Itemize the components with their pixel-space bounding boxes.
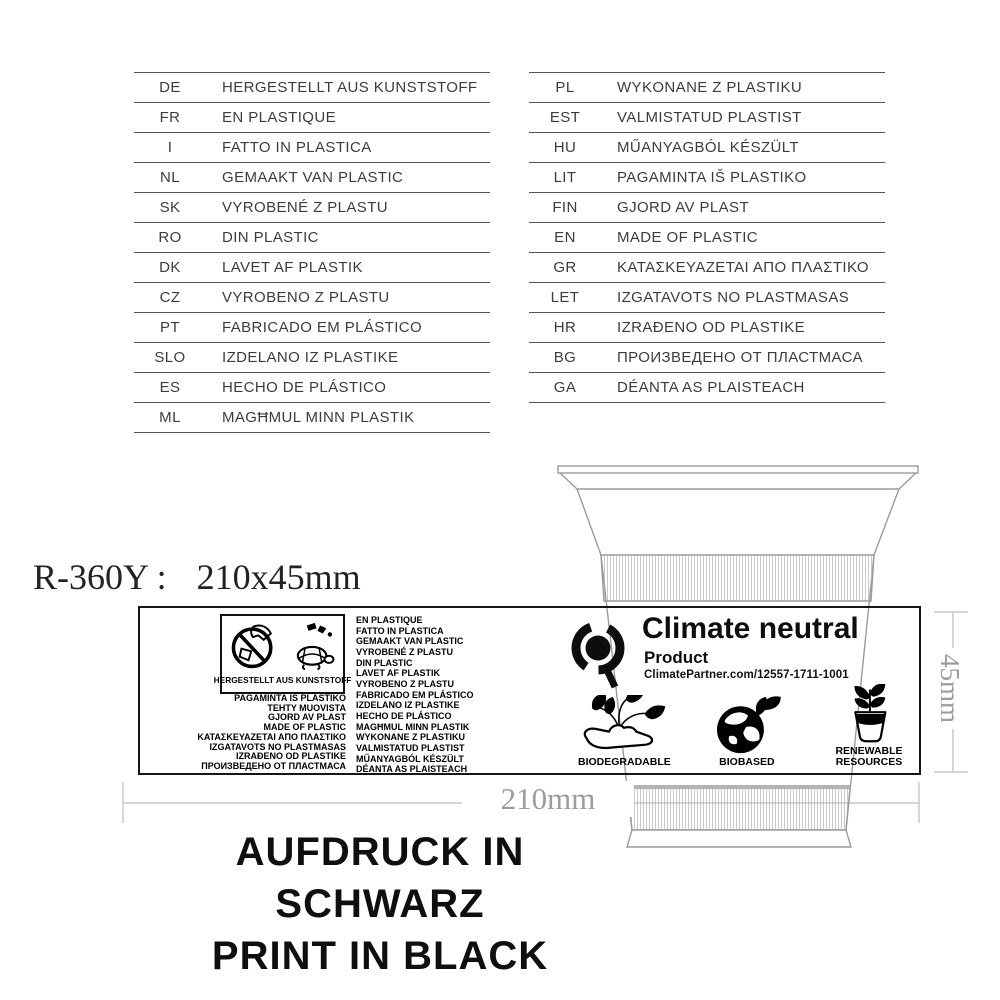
language-translation: VYROBENÉ Z PLASTU	[222, 199, 389, 216]
label-language-line: MAGĦMUL MINN PLASTIK	[356, 721, 470, 732]
language-translation: HERGESTELLT AUS KUNSTSTOFF	[222, 79, 478, 96]
label-language-line: FABRICADO EM PLÁSTICO	[356, 689, 474, 700]
language-translation: FABRICADO EM PLÁSTICO	[222, 319, 423, 336]
label-language-line: VALMISTATUD PLASTIST	[356, 742, 465, 753]
language-translation: MAGĦMUL MINN PLASTIK	[222, 409, 415, 426]
label-language-line: LAVET AF PLASTIK	[356, 668, 440, 679]
label-language-line: FATTO IN PLASTICA	[356, 625, 444, 636]
climate-neutral-subtitle: Product	[644, 648, 709, 667]
language-code: HR	[553, 319, 577, 336]
language-translation: IZRAĐENO OD PLASTIKE	[617, 319, 806, 336]
no-littering-icon-box	[213, 614, 352, 694]
language-translation: IZGATAVOTS NO PLASTMASAS	[617, 289, 850, 306]
biobased-label: BIOBASED	[719, 756, 775, 768]
label-language-line: HECHO DE PLÁSTICO	[356, 710, 452, 721]
language-code: ES	[159, 379, 181, 396]
language-translation: FATTO IN PLASTICA	[222, 139, 372, 156]
eco-icon-row	[578, 684, 915, 768]
product-size: 210x45mm	[196, 557, 361, 597]
language-translation: ПРОИЗВЕДЕНО ОТ ПЛАСТМАСА	[617, 349, 863, 366]
print-label	[138, 606, 921, 775]
label-language-line: ΚΑΤΑΣΚΕΥΑΖΕΤΑΙ ΑΠΟ ΠΛΑΣΤΙΚΟ	[197, 731, 346, 742]
language-translation: PAGAMINTA IŠ PLASTIKO	[617, 169, 807, 186]
label-language-line: VYROBENO Z PLASTU	[356, 678, 455, 689]
language-translation: ΚΑΤΑΣΚΕΥΑΖΕΤΑΙ ΑΠΟ ΠΛΑΣΤΙΚΟ	[617, 259, 870, 276]
print-note-english: PRINT IN BLACK	[211, 934, 549, 978]
height-dimension-label: 45mm	[934, 648, 965, 729]
icon-row	[229, 618, 337, 674]
label-language-column-left	[144, 694, 346, 772]
language-code: LET	[550, 289, 580, 306]
label-language-line: MADE OF PLASTIC	[263, 722, 346, 733]
biodegradable-icon	[579, 695, 669, 755]
label-language-line: IZDELANO IZ PLASTIKE	[356, 700, 460, 711]
renewable-resources-label: RENEWABLE RESOURCES	[835, 745, 903, 768]
no-littering-icon	[229, 622, 277, 670]
language-translation: MADE OF PLASTIC	[617, 229, 759, 246]
language-code: FR	[159, 109, 181, 126]
language-translation: GEMAAKT VAN PLASTIC	[222, 169, 404, 186]
label-language-line: EN PLASTIQUE	[356, 615, 423, 625]
language-translation: EN PLASTIQUE	[222, 109, 336, 126]
print-color-note	[145, 826, 615, 982]
renewable-resources-icon	[835, 684, 903, 744]
language-code: PT	[160, 319, 180, 336]
biodegradable-label: BIODEGRADABLE	[578, 756, 671, 768]
label-language-line: DÉANTA AS PLAISTEACH	[356, 764, 468, 775]
label-language-line: GEMAAKT VAN PLASTIC	[356, 636, 464, 647]
language-translation: IZDELANO IZ PLASTIKE	[222, 349, 399, 366]
language-code: DE	[159, 79, 181, 96]
label-language-line: VYROBENÉ Z PLASTU	[356, 646, 454, 657]
biodegradable-item	[578, 695, 671, 768]
climate-partner-logo-icon	[566, 617, 634, 693]
label-language-line: TEHTY MUOVISTA	[267, 702, 346, 713]
renewable-resources-item	[823, 684, 915, 768]
label-language-column-middle	[356, 615, 514, 775]
language-code: BG	[553, 349, 577, 366]
turtle-litter-icon	[289, 622, 337, 670]
language-code: LIT	[553, 169, 577, 186]
language-code: ML	[159, 409, 181, 426]
language-code: CZ	[159, 289, 181, 306]
label-language-line: MŰANYAGBÓL KÉSZÜLT	[356, 753, 464, 764]
language-translation: DÉANTA AS PLAISTEACH	[617, 379, 805, 396]
product-code: R-360Y :	[33, 557, 167, 597]
language-translation: LAVET AF PLASTIK	[222, 259, 363, 276]
language-translation: GJORD AV PLAST	[617, 199, 750, 216]
climate-neutral-title: Climate neutral	[642, 612, 859, 645]
biobased-icon	[709, 695, 785, 755]
language-code: I	[167, 139, 173, 156]
language-code: SLO	[154, 349, 186, 366]
language-code: RO	[158, 229, 182, 246]
label-language-line: DIN PLASTIC	[356, 657, 413, 668]
climate-partner-url: ClimatePartner.com/12557-1711-1001	[644, 669, 849, 681]
label-language-line: IZRAĐENO OD PLASTIKE	[235, 751, 346, 762]
language-code: GA	[553, 379, 577, 396]
label-language-line: IZGATAVOTS NO PLASTMASAS	[209, 741, 346, 752]
language-code: DK	[159, 259, 181, 276]
language-code: FIN	[552, 199, 578, 216]
label-language-line: PAGAMINTA IŠ PLASTIKO	[234, 693, 346, 703]
language-translation: DIN PLASTIC	[222, 229, 319, 246]
language-code: PL	[555, 79, 575, 96]
language-code: HU	[553, 139, 577, 156]
label-language-line: WYKONANE Z PLASTIKU	[356, 732, 465, 743]
language-translation: WYKONANE Z PLASTIKU	[617, 79, 803, 96]
label-language-line: GJORD AV PLAST	[267, 712, 346, 723]
language-code: EST	[549, 109, 581, 126]
icon-box-title: HERGESTELLT AUS KUNSTSTOFF	[213, 675, 352, 685]
language-translation: VALMISTATUD PLASTIST	[617, 109, 802, 126]
language-code: EN	[554, 229, 576, 246]
print-note-german: AUFDRUCK IN SCHWARZ	[235, 830, 525, 926]
language-code: GR	[553, 259, 577, 276]
language-translation: HECHO DE PLÁSTICO	[222, 379, 387, 396]
language-code: NL	[160, 169, 180, 186]
language-code: SK	[159, 199, 181, 216]
width-dimension-label: 210mm	[462, 781, 634, 817]
label-language-line: ПРОИЗВЕДЕНО ОТ ПЛАСТМАСА	[201, 760, 346, 771]
biobased-item	[709, 695, 785, 768]
language-translation: VYROBENO Z PLASTU	[222, 289, 390, 306]
language-translation: MŰANYAGBÓL KÉSZÜLT	[617, 139, 799, 156]
